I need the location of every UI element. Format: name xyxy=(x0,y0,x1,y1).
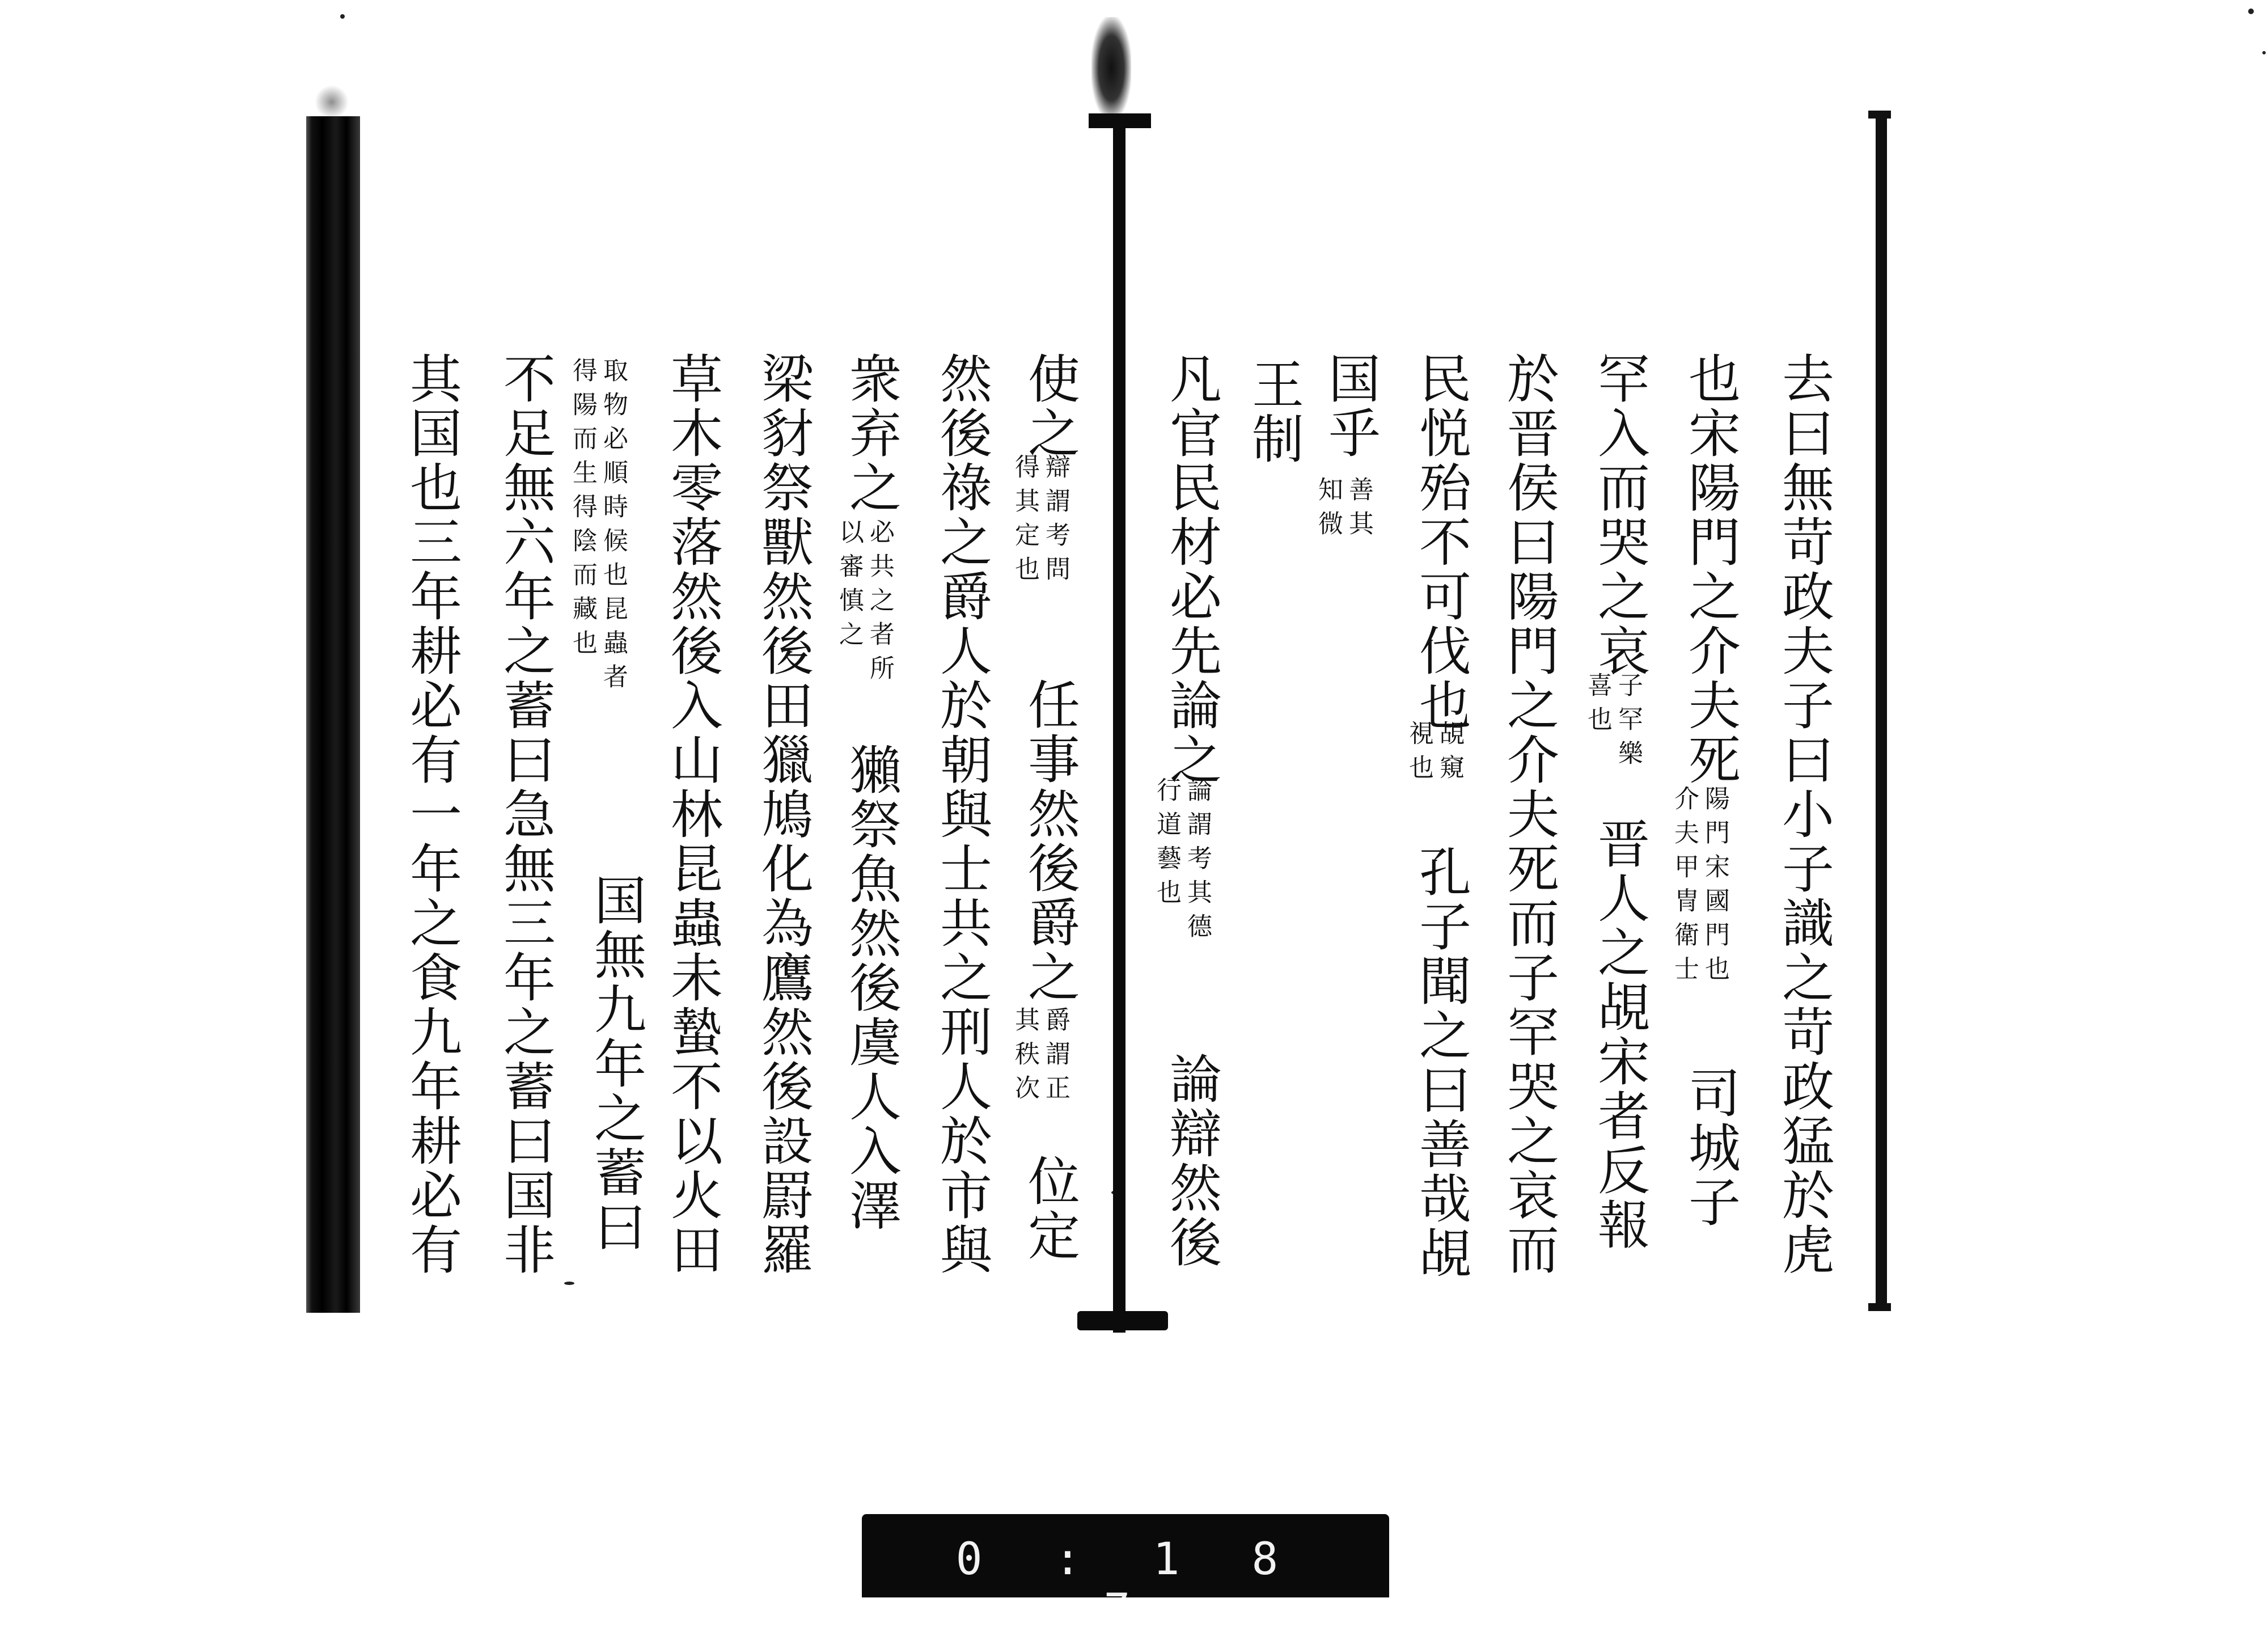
left-page-column-6b: 国無九年之蓄曰 xyxy=(586,873,646,1254)
right-page-column-6a: 国乎 xyxy=(1320,352,1381,460)
right-border-rule xyxy=(1876,111,1887,1310)
annotation-line: 知微 xyxy=(1314,476,1343,544)
annotation-line: 論謂考其德 xyxy=(1183,777,1212,947)
center-spine-rule xyxy=(1113,119,1125,1333)
right-page-column-5b: 孔子聞之曰善哉覘 xyxy=(1411,845,1471,1280)
scan-speck xyxy=(564,1282,574,1285)
spine-ink-blot xyxy=(1091,17,1131,119)
left-page-column-5: 草木零落然後入山林昆蟲未蟄不以火田 xyxy=(662,352,723,1277)
right-page-column-3a: 罕入而哭之哀 xyxy=(1589,352,1650,678)
scan-speck xyxy=(2248,9,2254,14)
archive-label-number: 0 : 1 8 7 xyxy=(955,1534,1301,1636)
right-page-column-2-notes xyxy=(1672,785,1727,990)
right-border-cap-top xyxy=(1868,111,1891,119)
annotation-line: 喜也 xyxy=(1583,672,1612,740)
right-page-column-8a: 凡官民材必先論之 xyxy=(1161,352,1222,787)
left-page-column-1d: 位定 xyxy=(1019,1154,1080,1263)
annotation-line: 以審慎之 xyxy=(835,519,864,655)
page-edge-shadow xyxy=(315,85,349,119)
right-border-cap-bottom xyxy=(1868,1303,1891,1311)
annotation-line: 覘窺 xyxy=(1435,720,1464,788)
annotation-line: 取物必順時候也昆蟲者 xyxy=(599,357,628,697)
annotation-line: 其秩次 xyxy=(1010,1007,1039,1109)
left-page-column-4: 梁豺祭獸然後田獵鳩化為鷹然後設罻羅 xyxy=(753,352,814,1277)
annotation-line: 得其定也 xyxy=(1010,454,1039,590)
right-page-column-8b: 論辯然後 xyxy=(1161,1052,1222,1270)
left-page-column-2: 然後祿之爵人於朝與士共之刑人於市與 xyxy=(932,352,992,1277)
right-page-column-6-notes xyxy=(1315,476,1371,544)
annotation-line: 介夫甲冑衛士 xyxy=(1670,785,1699,990)
annotation-line: 善其 xyxy=(1344,476,1373,544)
left-page-column-1c-notes xyxy=(1012,1007,1068,1109)
scan-speck xyxy=(340,14,345,19)
left-page-edge xyxy=(306,116,360,1313)
left-page-column-3a: 衆弃之 xyxy=(841,352,902,515)
annotation-line: 得陽而生得陰而藏也 xyxy=(568,357,597,663)
right-page-column-5-notes xyxy=(1406,720,1462,788)
right-page-column-3-notes xyxy=(1583,672,1643,774)
left-page-column-1b: 任事然後爵之 xyxy=(1019,678,1080,1004)
scan-speck xyxy=(2262,51,2266,54)
annotation-line: 爵謂正 xyxy=(1041,1007,1070,1109)
right-page-column-5a: 民悦殆不可伐也 xyxy=(1411,352,1471,733)
annotation-line: 行道藝也 xyxy=(1152,777,1181,913)
right-page-chapter-heading: 王制 xyxy=(1243,357,1304,466)
annotation-line: 視也 xyxy=(1404,720,1433,788)
left-page-column-3b: 獺祭魚然後虞人入澤 xyxy=(841,743,902,1233)
spine-top-cap xyxy=(1089,113,1151,128)
right-page-column-1: 去曰無苛政夫子曰小子識之苛政猛於虎 xyxy=(1774,352,1834,1277)
annotation-line: 子罕樂 xyxy=(1614,672,1643,774)
left-page-column-1-notes xyxy=(1012,454,1068,590)
left-page-column-7: 不足無六年之蓄曰急無三年之蓄曰国非 xyxy=(495,352,556,1277)
left-page-column-6-notes xyxy=(568,357,628,697)
annotation-line: 辯謂考問 xyxy=(1041,454,1070,590)
left-page-column-8: 其国也三年耕必有一年之食九年耕必有 xyxy=(401,352,462,1277)
annotation-line: 必共之者所 xyxy=(865,519,894,689)
spine-bottom-cap xyxy=(1077,1311,1168,1330)
right-page-column-2b: 司城子 xyxy=(1680,1066,1741,1229)
right-page-column-2a: 也宋陽門之介夫死 xyxy=(1680,352,1741,787)
annotation-line: 陽門宋國門也 xyxy=(1700,785,1729,990)
left-page-column-3-notes xyxy=(836,519,892,689)
left-page-column-1a: 使之 xyxy=(1019,352,1080,460)
right-page-column-3b: 晋人之覘宋者反報 xyxy=(1589,817,1650,1252)
right-page-column-8-notes xyxy=(1152,777,1212,947)
right-page-column-4: 於晋侯曰陽門之介夫死而子罕哭之哀而 xyxy=(1499,352,1559,1277)
